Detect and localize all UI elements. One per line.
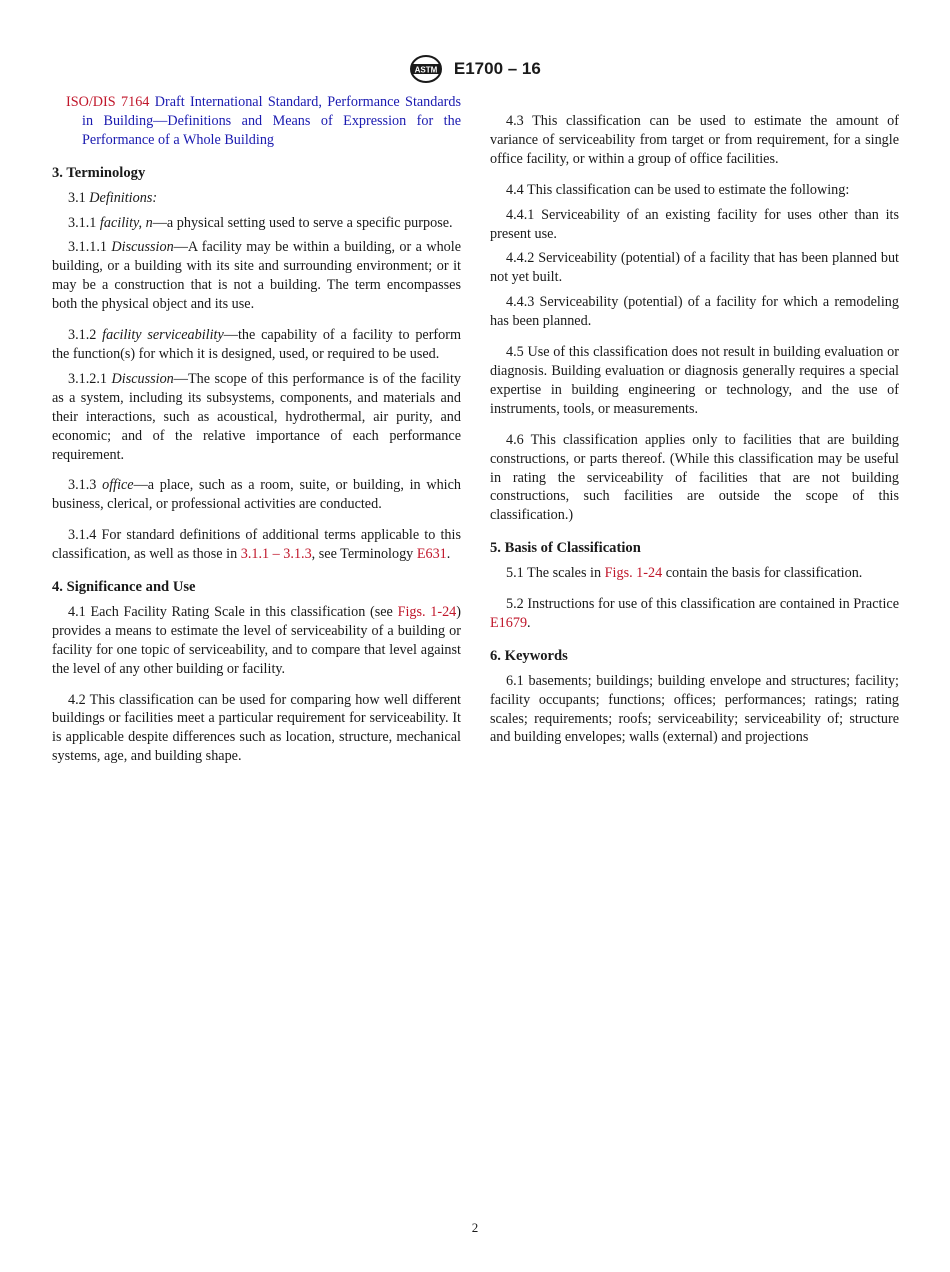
para-4-4-2: 4.4.2 Serviceability (potential) of a facility that has been planned but not yet built. bbox=[490, 250, 899, 286]
para-3-1-3: 3.1.3 office—a place, such as a room, suite, or building, in which business, clerical, or professional activities are conducted. bbox=[52, 477, 461, 513]
para-4-4: 4.4 This classification can be used to estimate the following: bbox=[506, 181, 850, 198]
section-4-heading: 4. Significance and Use bbox=[52, 579, 196, 596]
para-4-4-3: 4.4.3 Serviceability (potential) of a facility for which a remodeling has been planned. bbox=[490, 294, 899, 330]
para-4-1: 4.1 Each Facility Rating Scale in this classification (see Figs. 1-24) provides a means to estimate the level of serviceability of a building or facility for one topic of serviceability, and to compare that level against the level of any other building or facility. bbox=[52, 603, 462, 677]
para-4-6: 4.6 This classification applies only to facilities that are building constructions, or parts thereof. (While this classification may be useful in rating the serviceability of facilities that are not building constructions, such facilities are outside the scope of this classification.) bbox=[490, 431, 899, 524]
para-3-1-2-1: 3.1.2.1 Discussion—The scope of this performance is of the facility as a system, including its subsystems, components, and materials and their interactions, such as acoustical, hydrothermal, air purity, and economic; and of the relative importance of each performance requirement. bbox=[52, 370, 461, 463]
para-4-4-1: 4.4.1 Serviceability of an existing facility for uses other than its present use. bbox=[490, 206, 899, 242]
page-number: 2 bbox=[471, 1220, 479, 1235]
para-5-2: 5.2 Instructions for use of this classification are contained in Practice E1679. bbox=[490, 596, 899, 631]
iso-title-link[interactable]: Draft International Standard, Performance Standards in Building—Definitions and Means of Expression for the Performance of a Whole Building bbox=[82, 94, 462, 148]
para-6-1: 6.1 basements; buildings; building envelope and structures; facility; facility occupants; functions; offices; performances; ratings; rating scales; requirements; roofs; serviceability; serviceability of; structure and building envelopes; walls (external) and projections bbox=[490, 672, 899, 746]
def-range-link[interactable]: 3.1.1 – 3.1.3 bbox=[240, 546, 312, 563]
para-3-1-4: 3.1.4 For standard definitions of additional terms applicable to this classification, as well as those in 3.1.1 – 3.1.3, see Terminology E631. bbox=[52, 527, 461, 563]
e631-link[interactable]: E631 bbox=[416, 546, 447, 563]
svg-text:ASTM: ASTM bbox=[414, 65, 438, 75]
para-3-1-1: 3.1.1 facility, n—a physical setting used to serve a specific purpose. bbox=[68, 214, 453, 231]
left-column bbox=[52, 93, 461, 772]
designation: E1700 – 16 bbox=[453, 59, 541, 78]
para-3-1-2: 3.1.2 facility serviceability—the capability of a facility to perform the function(s) for which it is designed, used, or required to be used. bbox=[52, 327, 462, 362]
para-4-2: 4.2 This classification can be used for comparing how well different buildings or facilities meet a particular requirement for serviceability. It is applicable despite differences such as location, structure, mechanical systems, age, and building shape. bbox=[52, 691, 461, 765]
figs-link[interactable]: Figs. 1-24 bbox=[604, 565, 663, 582]
para-4-5: 4.5 Use of this classification does not result in building evaluation or diagnosis. Building evaluation or diagnosis generally requires a special expertise in building engineering or technology, and the use of instruments, tools, or measurements. bbox=[490, 344, 899, 417]
para-5-1: 5.1 The scales in Figs. 1-24 contain the basis for classification. bbox=[506, 565, 863, 582]
para-4-3: 4.3 This classification can be used to estimate the amount of variance of serviceability from target or from requirement, for a single office facility, or within a group of office facilities. bbox=[490, 113, 899, 167]
para-3-1-1-1: 3.1.1.1 Discussion—A facility may be within a building, or a whole building, or a building with its site and surrounding environment; or it may be a construction that is not a building. The term encompasses both the physical object and its use. bbox=[52, 239, 461, 313]
astm-logo-icon bbox=[409, 54, 443, 84]
section-3-heading: 3. Terminology bbox=[52, 164, 146, 181]
para-3-1: 3.1 Definitions: bbox=[68, 189, 158, 206]
section-6-heading: 6. Keywords bbox=[490, 647, 568, 664]
figs-link[interactable]: Figs. 1-24 bbox=[397, 603, 457, 620]
right-column bbox=[490, 112, 899, 753]
section-5-heading: 5. Basis of Classification bbox=[490, 540, 641, 557]
e1679-link[interactable]: E1679 bbox=[490, 614, 528, 631]
page-header bbox=[0, 54, 950, 84]
iso-code-link[interactable]: ISO/DIS 7164 bbox=[66, 94, 150, 110]
reference-iso bbox=[52, 93, 461, 150]
